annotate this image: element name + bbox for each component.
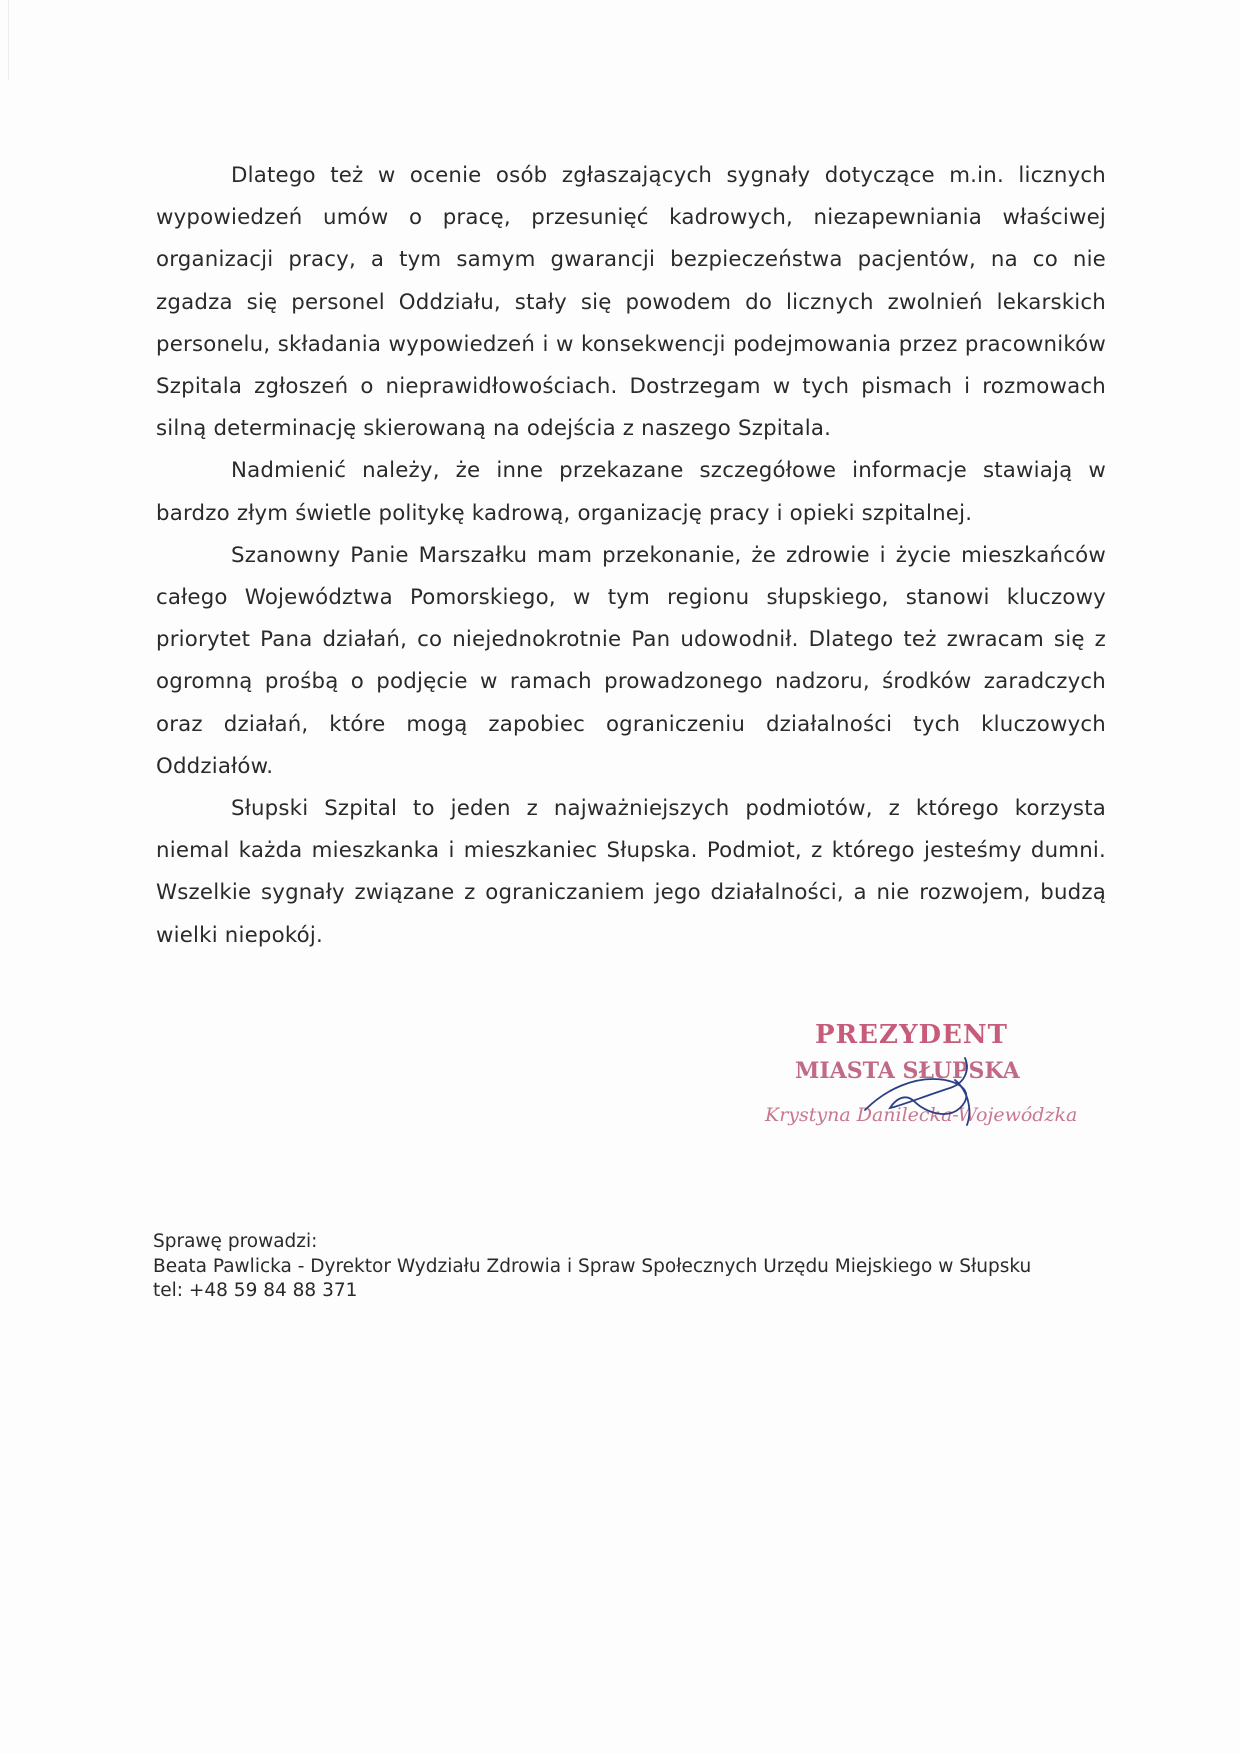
scan-edge-mark bbox=[8, 0, 9, 80]
handwritten-signature bbox=[855, 1050, 985, 1130]
paragraph-2: Nadmienić należy, że inne przekazane szczegółowe informacje stawiają w bardzo złym świetle politykę kadrową, organizację pracy i opieki szpitalnej. bbox=[156, 458, 1106, 526]
case-handler-footer bbox=[153, 1230, 1031, 1304]
paragraph-3: Szanowny Panie Marszałku mam przekonanie, że zdrowie i życie mieszkańców całego Województwa Pomorskiego, w tym regionu słupskiego, stanowi kluczowy priorytet Pana działań, co niejednokrotnie Pan udowodnił. Dlatego też zwracam się z ogromną prośbą o podjęcie w ramach prowadzonego nadzoru, środków zaradczych oraz działań, które mogą zapobiec ograniczeniu działalności tych kluczowych Oddziałów. bbox=[156, 542, 1106, 779]
letter-body bbox=[156, 155, 1106, 957]
official-stamp bbox=[735, 1020, 1078, 1140]
footer-handler: Beata Pawlicka - Dyrektor Wydziału Zdrowia i Spraw Społecznych Urzędu Miejskiego w Słupsku bbox=[153, 1255, 1032, 1277]
stamp-name: Krystyna Danilecka-Wojewódzka bbox=[765, 1104, 1078, 1126]
paragraph-1: Dlatego też w ocenie osób zgłaszających sygnały dotyczące m.in. licznych wypowiedzeń umów o pracę, przesunięć kadrowych, niezapewniania właściwej organizacji pracy, a tym samym gwarancji bezpieczeństwa pacjentów, na co nie zgadza się personel Oddziału, stały się powodem do licznych zwolnień lekarskich personelu, składania wypowiedzeń i w konsekwencji podejmowania przez pracowników Szpitala zgłoszeń o nieprawidłowościach. Dostrzegam w tych pismach i rozmowach silną determinację skierowaną na odejścia z naszego Szpitala. bbox=[156, 163, 1106, 442]
paragraph-4: Słupski Szpital to jeden z najważniejszych podmiotów, z którego korzysta niemal każda mieszkanka i mieszkaniec Słupska. Podmiot, z którego jesteśmy dumni. Wszelkie sygnały związane z ograniczaniem jego działalności, a nie rozwojem, budzą wielki niepokój. bbox=[156, 796, 1106, 948]
stamp-title: PREZYDENT bbox=[815, 1020, 1008, 1050]
footer-phone: tel: +48 59 84 88 371 bbox=[153, 1280, 358, 1301]
footer-label: Sprawę prowadzi: bbox=[153, 1231, 318, 1252]
stamp-subtitle: MIASTA SŁUPSKA bbox=[795, 1058, 1020, 1084]
